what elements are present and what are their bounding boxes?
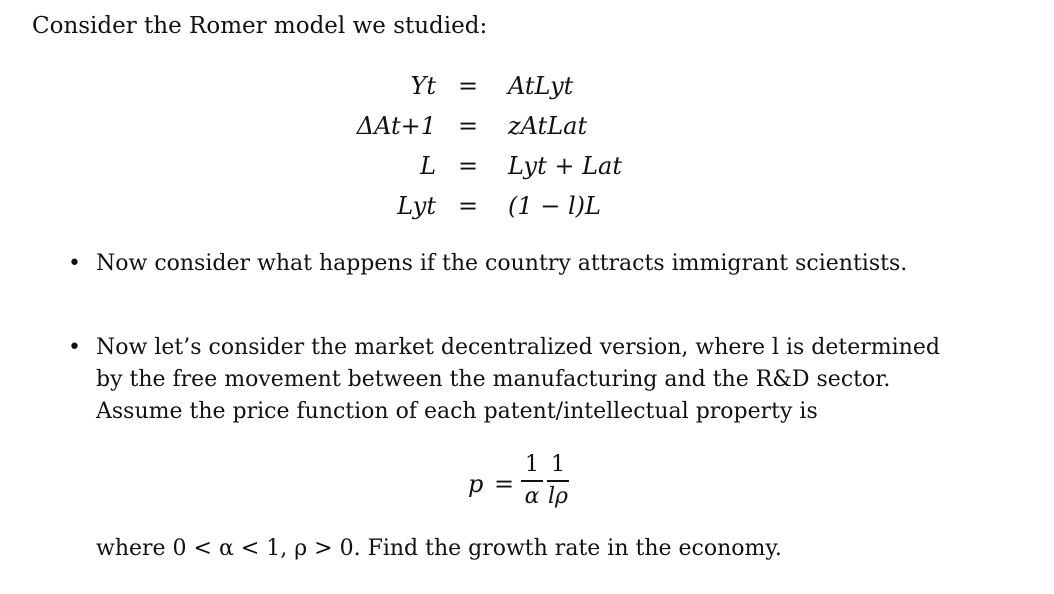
equals-sign: =: [494, 470, 515, 498]
fraction-one-over-alpha: [520, 452, 544, 510]
equation-row: [300, 146, 720, 186]
closing-question: where 0 < α < 1, ρ > 0. Find the growth rate in the economy.: [96, 536, 782, 561]
fraction-denominator: α: [524, 483, 540, 509]
bullet-line: Assume the price function of each patent/intellectual property is: [96, 399, 818, 424]
fraction-bar: [521, 480, 543, 482]
equation-rhs: zAtLat: [508, 112, 588, 140]
romer-equation-system: [300, 66, 720, 226]
bullet-line: Now let’s consider the market decentralized version, where l is determined: [96, 335, 940, 360]
bullet-marker: •: [68, 335, 81, 360]
equation-row: [300, 186, 720, 226]
equals-sign: =: [458, 112, 479, 140]
equation-lhs: Lyt: [397, 192, 436, 220]
equals-sign: =: [458, 152, 479, 180]
equation-rhs: Lyt + Lat: [508, 152, 622, 180]
bullet-text: [96, 332, 966, 428]
equals-sign: =: [458, 72, 479, 100]
bullet-text: [96, 248, 966, 280]
equation-row: [300, 66, 720, 106]
fraction-denominator: lρ: [548, 483, 568, 509]
equation-rhs: AtLyt: [508, 72, 574, 100]
bullet-line: Now consider what happens if the country attracts immigrant scientists.: [96, 251, 908, 276]
equals-sign: =: [458, 192, 479, 220]
equation-lhs: Yt: [410, 72, 436, 100]
equation-lhs: L: [420, 152, 436, 180]
equation-row: [300, 106, 720, 146]
fraction-one-over-l-rho: [546, 452, 570, 510]
fraction-bar: [547, 480, 569, 482]
equation-lhs: ΔAt+1: [356, 112, 436, 140]
price-equation: [468, 452, 608, 516]
fraction-numerator: 1: [551, 452, 565, 477]
equation-rhs: (1 − l)L: [508, 192, 601, 220]
bullet-line: by the free movement between the manufacturing and the R&D sector.: [96, 367, 891, 392]
price-symbol: p: [468, 470, 484, 498]
bullet-marker: •: [68, 251, 81, 276]
intro-text: Consider the Romer model we studied:: [32, 13, 488, 39]
fraction-numerator: 1: [525, 452, 539, 477]
